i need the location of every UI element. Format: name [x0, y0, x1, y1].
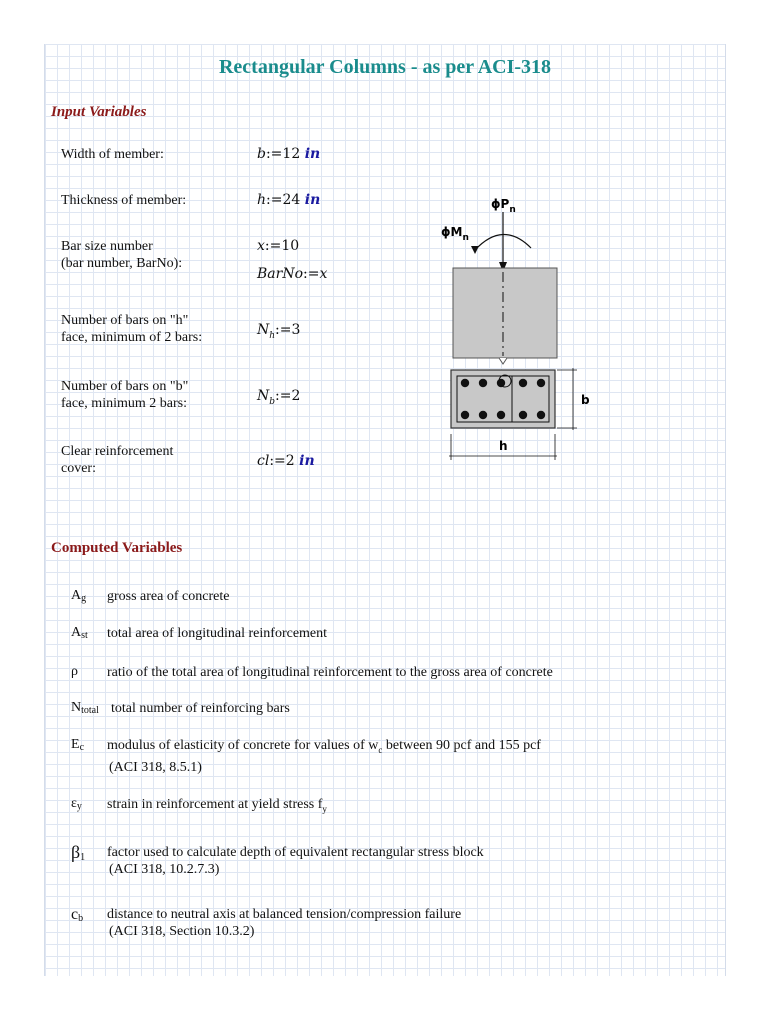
- epsilon-y-description: strain in reinforcement at yield stress $f_y$: [107, 797, 327, 814]
- bar-size-expression[interactable]: [257, 238, 299, 254]
- bars-h-subscript: h: [269, 330, 276, 341]
- page-title: Rectangular Columns - as per ACI-318: [218, 56, 552, 78]
- thickness-symbol: h: [257, 192, 267, 208]
- cb-description: distance to neutral axis at balanced tension/compression failure (ACI 318, Section 10.3.2): [107, 907, 462, 939]
- bars-b-expression[interactable]: [257, 388, 300, 407]
- moment-arrowhead-icon: [471, 246, 479, 254]
- bars-b-label: [61, 378, 251, 412]
- assign-operator: :=: [265, 146, 283, 162]
- cb-symbol: $c_b$: [71, 906, 84, 924]
- thickness-value: 24: [282, 192, 301, 208]
- width-value: 12: [282, 146, 301, 162]
- assign-operator: :=: [269, 453, 286, 469]
- rebar: [461, 379, 469, 387]
- assign-operator: :=: [264, 238, 282, 254]
- moment-label: $\phi M_n$: [441, 225, 469, 243]
- ec-description: modulus of elasticity of concrete for values of $w_c$ between 90 pcf and 155 pcf (ACI 318, 8.5.1): [107, 738, 541, 775]
- width-label: Width of member:: [61, 147, 164, 162]
- cover-expression[interactable]: [257, 453, 315, 469]
- assign-operator: :=: [303, 266, 320, 282]
- rho-symbol: ρ: [71, 664, 78, 679]
- bars-b-label-line1: Number of bars on "b": [61, 379, 189, 394]
- column-elevation: [453, 268, 557, 358]
- cover-unit: in: [299, 453, 315, 469]
- rebar: [519, 379, 527, 387]
- cover-value: 2: [285, 453, 295, 469]
- column-cross-section: [451, 370, 555, 428]
- ntotal-symbol: $N_{total}$: [71, 700, 99, 716]
- cover-label-line1: Clear reinforcement: [61, 444, 174, 459]
- bar-size-label: [61, 238, 251, 272]
- bars-b-value: 2: [291, 388, 301, 404]
- cover-label: [61, 443, 251, 477]
- computed-variables-heading: Computed Variables: [51, 540, 183, 556]
- rho-description: ratio of the total area of longitudinal reinforcement to the gross area of concrete: [107, 665, 553, 680]
- bar-size-label-line1: Bar size number: [61, 239, 153, 254]
- bar-size-value: 10: [281, 238, 300, 254]
- b-dimension-label: b: [581, 393, 590, 407]
- bars-h-label-line2: face, minimum of 2 bars:: [61, 330, 203, 345]
- worksheet: [44, 44, 726, 976]
- bars-b-symbol: N: [257, 388, 270, 404]
- barno-symbol: BarNo: [257, 266, 304, 282]
- rebar: [479, 379, 487, 387]
- cover-symbol: cl: [257, 453, 270, 469]
- width-symbol: b: [257, 146, 266, 162]
- bars-h-expression[interactable]: [257, 322, 300, 341]
- barno-expression[interactable]: [257, 266, 327, 282]
- column-section-figure: [441, 190, 607, 465]
- bar-size-label-line2: (bar number, BarNo):: [61, 256, 183, 271]
- ag-symbol: $A_g$: [71, 588, 87, 604]
- rebar: [461, 411, 469, 419]
- barno-value: x: [319, 266, 328, 282]
- rebar: [537, 379, 545, 387]
- rebar: [537, 411, 545, 419]
- h-dimension-label: h: [499, 439, 508, 453]
- bars-h-label-line1: Number of bars on "h": [61, 313, 189, 328]
- rebar: [497, 411, 505, 419]
- ntotal-description: total number of reinforcing bars: [111, 701, 290, 716]
- ast-description: total area of longitudinal reinforcement: [107, 626, 328, 641]
- thickness-unit: in: [304, 192, 321, 208]
- assign-operator: :=: [266, 192, 283, 208]
- thickness-label: Thickness of member:: [61, 193, 187, 208]
- bars-b-label-line2: face, minimum 2 bars:: [61, 396, 187, 411]
- ast-symbol: $A_{st}$: [71, 625, 88, 641]
- width-expression[interactable]: [257, 146, 320, 162]
- ec-symbol: $E_c$: [71, 737, 85, 753]
- cover-label-line2: cover:: [61, 461, 96, 476]
- width-unit: in: [304, 146, 321, 162]
- bars-h-value: 3: [291, 322, 301, 338]
- epsilon-y-symbol: $\varepsilon_y$: [71, 796, 82, 812]
- ag-description: gross area of concrete: [107, 589, 230, 604]
- column-diagram: [441, 190, 607, 465]
- break-line: [453, 358, 557, 364]
- beta1-symbol: $\beta_1$: [71, 842, 86, 863]
- axial-load-label: $\phi P_n$: [491, 197, 516, 215]
- bar-size-symbol: x: [257, 238, 265, 254]
- bars-h-label: [61, 312, 251, 346]
- rebar: [479, 411, 487, 419]
- rebar: [519, 411, 527, 419]
- thickness-expression[interactable]: [257, 192, 320, 208]
- beta1-description: factor used to calculate depth of equivalent rectangular stress block (ACI 318, 10.2.7.3): [107, 845, 484, 877]
- assign-operator: :=: [275, 388, 292, 404]
- bars-h-symbol: N: [257, 322, 270, 338]
- input-variables-heading: Input Variables: [51, 104, 147, 120]
- bars-b-subscript: b: [269, 396, 276, 407]
- assign-operator: :=: [275, 322, 292, 338]
